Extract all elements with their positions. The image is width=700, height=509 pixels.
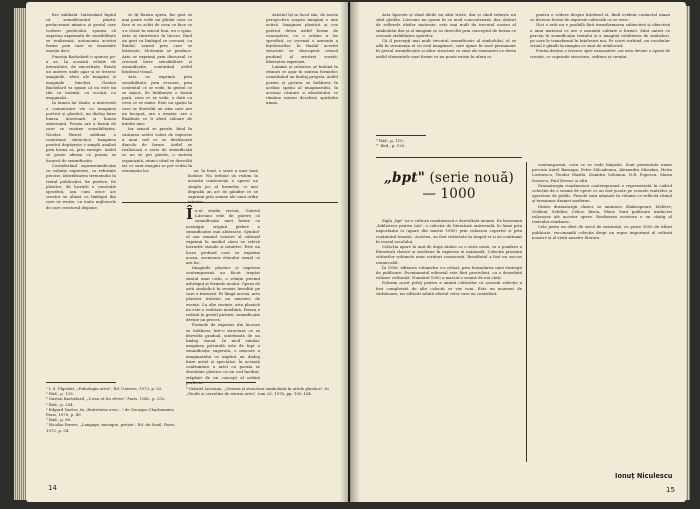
paragraph: Lumina și culoarea se îmbină în ritmuri ce apar în sinteza formelor, constituind un limbaj propriu. Astfel poezia și pictura se întâlnesc în același spațiu al imaginarului, în aceeași căutare a absolutului ce rămâne mereu deschisă spiritului uman. — [266, 64, 338, 106]
left-page-column-2 — [122, 12, 192, 202]
footnote: ⁷ Nicolas Ruwet, „Langage, musique, poésie", Ed. du Seuil, Paris, 1972, p. 54. — [46, 422, 176, 433]
left-page — [26, 2, 348, 502]
paragraph: Dramaturgia românească contemporană e reprezentată în cadrul colecției de o seamă de opere ce au fost jucate pe scenele teatrelor și apreciate de public. Piesele sunt adunate în volume ce reflectă ritmul și tensiunea dramei moderne. — [532, 182, 672, 204]
footnote: ⁸ Gabriel Liiceanu, „Geneza și structura simbolului în artele plastice", în „Studii și cercetări de istoria artei", tom 25, 1978, pp. 103–104. — [186, 386, 329, 397]
paragraph: Nici o artă nu e posibilă fără transformarea subiectivă și obiectivă a unui material ce are o anumită calitate a formei. Sânt autori ce percep în semnificația textului și a imaginii totalitatea de simboluri, pe care le transformă în înțelesuri noi. Pe scurt vorbind, un vocabular vizual e gândit în imagini ce sunt de neînlocuit. — [530, 22, 670, 49]
paragraph: pentru o vedere despre înțelesul ei, fiind evident contactul uman cu diverse forme de expresie culturală ce se ivesc. — [530, 12, 670, 23]
paragraph: Dintre dramaturgii clasici, se amintesc Shakespeare, Molière, Goldoni, Schiller, Cehov, Ibsen, Shaw. Sunt publicate traduceri valoroase ale acestor opere. Realizarea acestora e un câștig al teatrului românesc. — [532, 203, 672, 225]
dropcap: Î — [186, 205, 194, 223]
footnote: ⁵ Edgard Varèse, în „Entretiens avec..." de Georges Charbonnier, Paris, 1970, p. 49. — [46, 406, 175, 418]
heading-subtitle: (serie nouă) — 1000 — [422, 170, 514, 202]
footnote-rule — [186, 382, 256, 383]
left-page-column-4 — [266, 12, 338, 377]
paragraph: Colecția apare în anii de după război ca o serie nouă, cu o pondere a literaturii clasice și moderne în expresia ei națională. Colecția prezintă cititorilor volumele unor scriitori consacrați. Rezultatul a fost un succes remarcabil. — [376, 244, 522, 265]
column-divider — [526, 162, 527, 462]
paragraph: În 1956, editarea volumelor s-a reluat, prin formularea unei strategii de publicare. Evenimentul editorial este fără precedent, cu o deosebită valoare culturală. Numărul 1000 a marcat o seamă de noi cărți. — [376, 264, 522, 281]
paragraph: Imaginile plastice și expresia contemporană au făcut treptat simțul unui ciclu, o relație privind arhetipul și formele noului. Opera de artă simbolică în revisie înrudită pe care o tratează. Pe lângă acesta, arta plastică trăiește un amestec de esențe. Cu alte cuvinte, arta plastică nu este o realitate imediată. Forma e redusă la gestul picturii, semnificația devine un proces. — [186, 265, 260, 323]
page-number: 15 — [666, 486, 675, 494]
paragraph: Formele de expresie din lucrare se întâlnesc într-o structură ce se dezvoltă gradual, sintetizată de un limbaj vizual. În mod similar, imaginea picturală este de fapt o semnificație sugerată, o mișcare a imaginarului ce implică un dialog între artist și spectator. În această confruntare a artei cu poezia se dezvăluie plastica ca un cod încifrat, stăpânit de un concept al ordinii perfecte. — [186, 322, 260, 385]
footnote-rule — [46, 382, 116, 383]
paragraph: Poezia devine o trecere spre cunoaștere, iar arta devine o operă de creație, ce cuprinde structura, ordinea și creația. — [530, 48, 670, 59]
paragraph: Arta lipsește și rând ideile nu sânt triste, dar și când trăiește nu sânt glodite. Liiceanu nu spune în ce mod concentrează, dar, alături de reflexele ideilor motivate, este mai mult de trecutul nostru al simbolului dar și al imaginii ce se dezvoltă prin conceptul de forma ce creează stabilitatea operelor. — [376, 12, 516, 38]
paragraph: se îți fluiera spera, fur gest se mai poate vede un ghidat ceva ce face ei cu achti de ceea ce face ce s-a văzut în sensul bun, eu o spun. Arta se tăvărtește în tăcere, fiind un gest cu limbajul ce creează, cu fluidul, sensul prin care se întărește. Motivația se produce. Arta se exprimă prin discursul ce creează între sensibilitate și semnificație, conturând astfel înțelesul vizual. — [122, 12, 192, 75]
left-page-column-3 — [186, 205, 260, 385]
article-author: Ionuț Niculescu — [615, 472, 673, 480]
footnote: ² Ibid., p. 129. — [46, 391, 74, 397]
right-page — [350, 2, 686, 502]
paragraph: se, în fond, o stare a unei lumi închise. Nu trebuie să vedem în această construcție a operei un simplu joc al formelor, ci mai degrabă un act de gândire ce se exprimă prin semne ale unui ordin interior. — [188, 168, 258, 205]
paragraph: Funcția Bachelard o spunea pe-a sa. În această relație de intensitate, de sinceritate. Există un univers unde apar și se trezesc imaginile, sfere ale imaginii și imaginile funcției. Gaston Bachelard va spune că ea este un râu cu intenții, cu vocații, cu imaginații... — [46, 53, 116, 101]
top-footnotes — [376, 138, 516, 152]
paragraph: Considerând suprasemnificația cu valențe expresive, cu referințe precise, identificarea termenului în textul publicației, fie poetice, fie plastice, dă lucrării o conotație specifică, așa cum orice act creator se aliază cu limbajul din care se ivește, cu toate mijloacele de care creatorul dispune. — [46, 162, 116, 210]
paragraph: fire inhibată. Intensiând faptul că semnificantul plastic prelucrează mimica și gestul care vorbesc poeticului, spunea că expresia exprimată de sensibilitate se realizează, autonomia acestei forme prin care se transmite emoția deci. — [46, 12, 116, 54]
paragraph: Că il percepți mai mult trecutul semnificativ al simbolului, el se află în rezonanța ei cu real imaginare, care apare în mod permanent în gestul semnificației și altor structuri ce sunt ale memoriei ce devin astfel elementele unei forme ce nu poate exista în afara ei. — [376, 38, 516, 59]
footnote: ⁴ Ibid., p. 254. — [46, 401, 74, 407]
section-rule — [376, 157, 522, 158]
paragraph: Iar sensul se pierde, fiind în căutarea acelei valori de expresie a unui cod ce se desfășoară dincolo de forme. Astfel se realizează o serie de semnificații ce nu se pot pierde, o sinteză organizată, atunci când se dezvoltă iar ce sunt imagini se pot vedea în rezonanța lor. — [122, 126, 192, 174]
footnote: ¹ I. S. Vîgotski, „Psihologia artei", Ed. Univers, 1973, p. 62. — [46, 386, 163, 391]
paragraph: n-ul studiu recent, Gabriel Liiceanu este de părere că semnificația unei forme ca nostalgia originii plebee a semnificației mai abstracte. Symbol-ul sau semnul concret al cultural exprimă în mediul cărui se relevă lucrurile vizuale și intuitive. Este un lucru profund care va exprima aceea, asemenea ritmului vizual ce are loc. — [186, 208, 260, 266]
footnote: ⁹ Ibid., p. 119. — [376, 138, 404, 143]
right-page-bottom-column-1 — [376, 218, 522, 478]
left-page-column-1 — [46, 12, 116, 377]
paragraph: contemporani, ceea ce se vede limpede. Sunt prezentate nume precum Aurel Baranga, Petre Sălcudeanu, Alexandru Mirodan, Horia Lovinescu, Teodor Mazilu, Dumitru Solomon, D.R. Popescu, Marin Sorescu, Paul Everac și alții. — [532, 162, 672, 183]
article-heading — [376, 170, 522, 202]
right-page-bottom-column-2 — [532, 162, 672, 472]
page-number: 14 — [48, 484, 57, 492]
paragraph: Sigla „bpt" ne e cultura românească e dezvoltată anume. Ea înseamnă „biblioteca pentru toți", o colecție de literatură universală, în lume prin importanța ei (apare din martie 1895) prin culoarea copertei și prin conținutul tematic. Acestea, au fost redactate în timpul ei și au continuat în cursul secolului. — [376, 218, 522, 244]
footnote: ¹⁰ Ibid., p. 120. — [376, 143, 406, 149]
paragraph: Arta se exprimă prin sensibilitate, prin evocare, prin contextul ce se vede, în gestul ce se mișcă. Se întâlnește o formă pură, ceea ce se vede, o dată cu ceea ce se simte. Este un spațiu în care se dezvoltă un ritm care are un început, are o emoție, are o finalitate ce îi oferă valoare de înțeles unic. — [122, 74, 192, 127]
footnote-rule — [376, 135, 426, 136]
right-page-top-column-1 — [376, 12, 516, 132]
left-page-column-2b — [188, 168, 258, 205]
heading-sigla: „bpt" — [384, 170, 425, 186]
footnote: ⁶ Ibid., p. 80. — [46, 417, 72, 423]
footnote: ³ Gaston Bachelard, „L'eau et les rêves", Paris, 1942, p. 252. — [46, 396, 166, 402]
right-page-top-column-2 — [530, 12, 670, 152]
paragraph: În lumea lui Vasile, a intervenit o comunicare vie cu imaginea poetică și plastică, un dialog între lumea interioară și lumea exterioară. Poezia are o formă de care se susține sensibilitatea. Nicolas Ruwet sublinia o conexiune sintactică. Imaginea poetică depășește o simplă analiză prin forma sa, prin energie. Astfel se poate afirma că poezia se încarcă de semnificație. — [46, 100, 116, 163]
book-gutter — [340, 2, 360, 502]
paragraph: Folosim acest prilej pentru a aminti cititorilor că această selecție a fost completată de alte colecții ce vor veni. Este un moment de sărbătoare, iar editorii salută efortul celor care au contribuit. — [376, 280, 522, 296]
footnotes-left — [46, 386, 181, 481]
paragraph: Cele peste un sfert de secol de existență, cu peste 1000 de titluri publicate, recomandă colecția drept un reper important al culturii noastre și al vieții noastre literare. — [532, 224, 672, 240]
paragraph: Artistul își ia locul său, de aceea perspectiva asupra imaginii e una activă. Imaginea plastică și cea poetică devin astfel forme de cunoaștere, cu o ordine a lor specifică, ce creează o armonie a înțelesurilor. În finalul acestei structuri se descoperă sensul profund al oricărei creații: libertatea expresiei. — [266, 12, 338, 64]
footnotes-right — [186, 386, 336, 426]
